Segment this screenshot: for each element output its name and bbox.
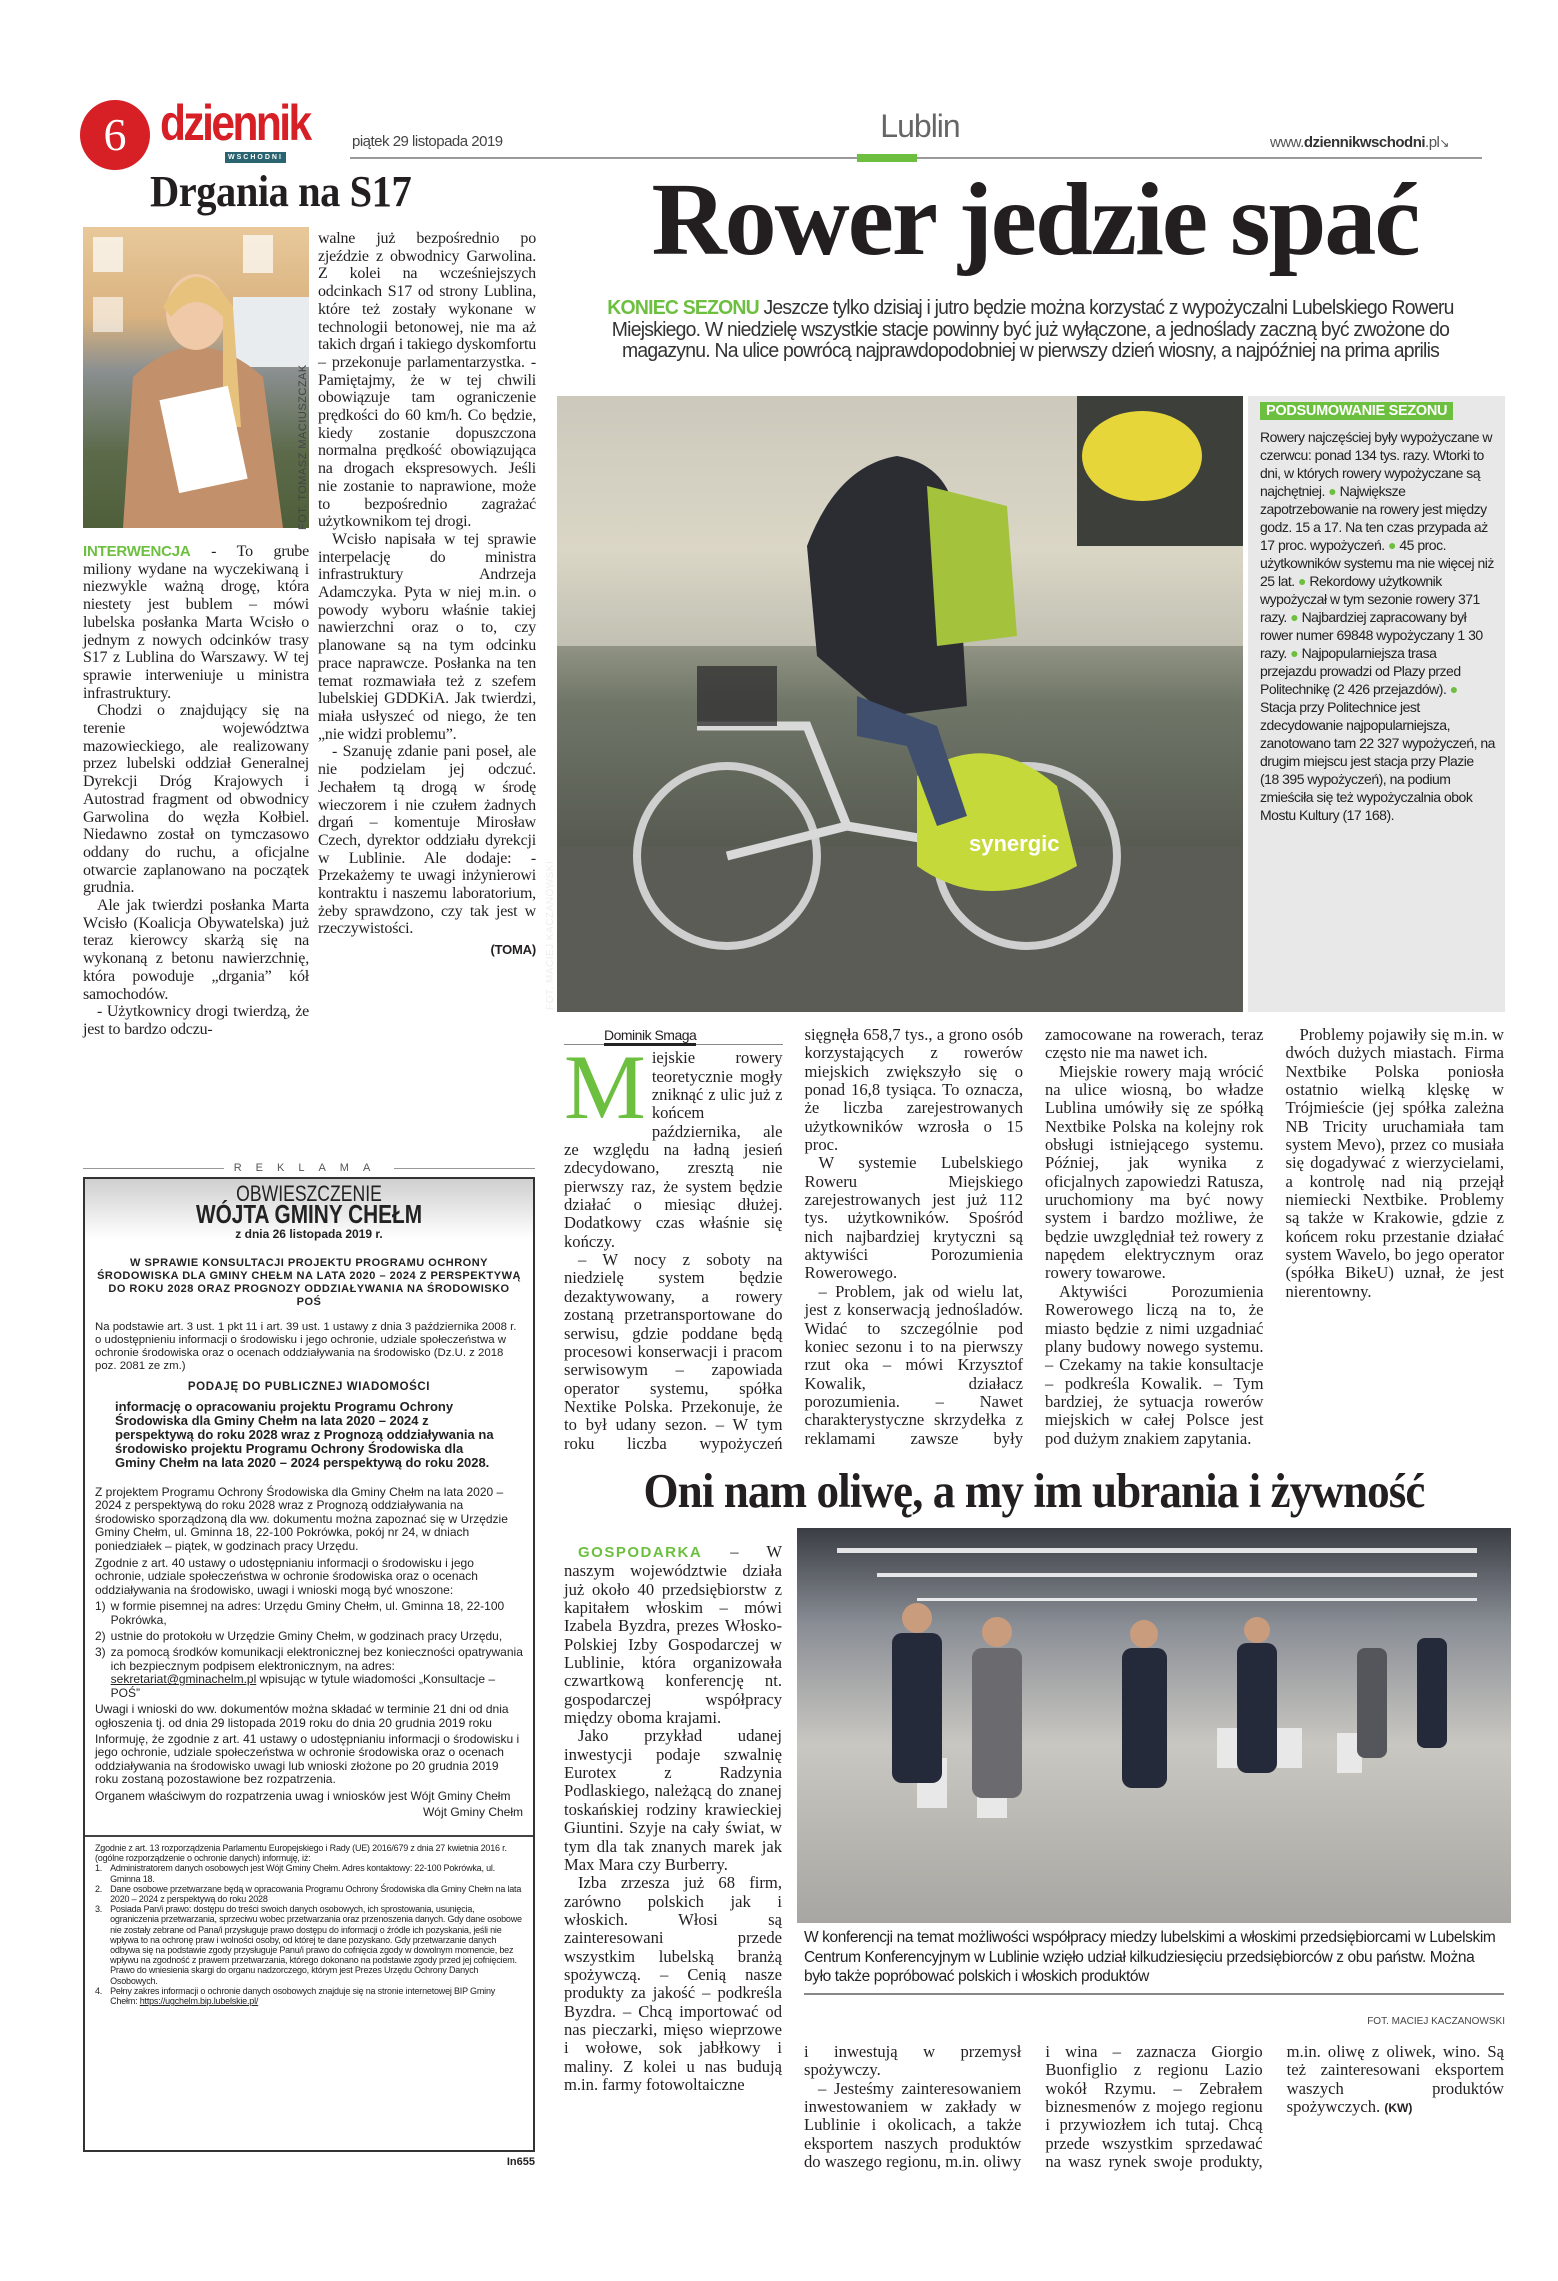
sidebar-item: Rowery najczęściej były wypożyczane w czerwcu: ponad 134 tys. razy. Wtorki to dni, w których rowery wypożyczane są najchętniej.: [1260, 429, 1493, 499]
article-rower-photo-credit: FOT. MACIEJ KACZANOWSKI: [545, 860, 556, 1010]
drop-cap: M: [564, 1036, 646, 1139]
sidebar-item: Stacja przy Politechnice jest zdecydowanie najpopularniejsza, zanotowano tam 22 327 wypożyczeń, na drugim miejscu jest stacja przy Plazie (18 395 wypożyczeń), na podium zmieściła się też wypożyczalnia obok Mostu Kultury (17 168).: [1260, 699, 1495, 823]
ad-divider: [83, 1162, 535, 1174]
article-oliwa-kicker: GOSPODARKA: [578, 1544, 703, 1561]
conference-illustration: [797, 1528, 1511, 1923]
list-text: Dane osobowe przetwarzane będą w opracowania Programu Ochrony Środowiska dla Gminy Chełm na lata 2020 – 2024 z perspektywą do roku 2028: [110, 1883, 522, 1904]
article-paragraph: [564, 1036, 783, 1251]
cyclist-illustration: [557, 396, 1243, 1012]
article-paragraph: i inwestują w przemysł spożywczy.: [804, 2042, 1022, 2080]
article-s17-title: Drgania na S17: [150, 167, 412, 216]
article-oliwa-signature: (KW): [1384, 2101, 1413, 2116]
paragraph-text: – W naszym województwie działa już około 40 przedsiębiorstw z kapitałem włoskim – mówi Izabela Byzdra, prezes Włosko-Polskiej Izby Gospodarczej w Lublinie, która organizowała czwartkową konferencję nt. gospodarczej współpracy między oboma krajami.: [564, 1542, 782, 1728]
rodo-item: [95, 1863, 523, 1883]
article-paragraph: Wcisło napisała w tej sprawie interpelację do ministra infrastruktury Andrzeja Adamczyka. Pyta w niej m.in. o powody wyboru właśnie takiej nawierzchni oraz o to, czy planowane są na tym odcinku prace naprawcze. Posłanka na ten temat rozmawiała też z szefem lubelskiej GDDKiA. Jak twierdzi, miała usłyszeć od niego, że ten „nie widzi problemu”.: [318, 530, 536, 743]
list-num: 2): [95, 1629, 106, 1644]
article-paragraph: – W nocy z soboty na niedzielę system będzie dezaktywowany, a rowery zostaną przetransportowane do serwisu, gdzie poddane będą procesowi konserwacji i pracom serwisowym – zapowiada operator systemu, spółka Nextike Polska. Przekonuje, że to był udany sezon. – W tym roku liczba wypożyczeń sięgnęła 658,7 tys., a grono osób korzystających z rowerów miejskich zwiększyło się o ponad 16,8 tysiąca. To oznacza, że liczba zarejestrowanych użytkowników wzrosła o 15 proc.: [564, 1025, 1023, 1453]
list-text: za pomocą środków komunikacji elektronicznej bez konieczności opatrywania ich bezpiecznym podpisem elektronicznym, na adres:: [110, 1645, 523, 1673]
paragraph-text: – Jesteśmy zainteresowaniem inwestowaniem w zakłady w Lublinie i okolicach, a także eksportem naszych produktów do waszego regionu, m.in. oliwy i wina – zaznacza Giorgio Buonfiglio z regionu Lazio wokół Rzymu. – Zebrałem biznesmenów z mojego regionu i przywiozłem ich tutaj. Chcą przede wszystkim sprzedawać na wasz rynek swoje produkty, m.in. oliwę z oliwek, wino. Są też zainteresowani eksportem waszych produktów spożywczych.: [804, 2042, 1504, 2172]
list-num: 2.: [95, 1883, 103, 1894]
url-domain: dziennikwschodni: [1303, 134, 1426, 151]
list-text: Posiada Pan/i prawo: dostępu do treści swoich danych osobowych, ich sprostowania, usunięcia, ograniczenia przetwarzania, sprzeciwu wobec przetwarzania oraz przenoszenia danych. Gdy dane osobowe nie zostały zebrane od Pana/i przysługuje prawo dostępu do informacji o źródle ich pozyskania, jeśli nie wpływa to na ochronę praw i wolności osoby, od której te dane pozyskano. Gdy przetwarzanie danych odbywa się na podstawie zgody przysługuje Panu/i prawo do cofnięcia zgody w dowolnym momencie, bez wpływu na zgodność z prawem przetwarzania, którego dokonano na podstawie zgody przed jej cofnięciem. Prawo do wniesienia skargi do organu nadzorczego, którym jest Prezes Urzędu Ochrony Danych Osobowych.: [110, 1904, 522, 1986]
rodo-item: [95, 1904, 523, 1986]
site-url[interactable]: [1270, 134, 1449, 151]
article-s17-photo-credit: FOT. TOMASZ MACIUSZCZAK: [297, 364, 309, 530]
newspaper-logo-sub: WSCHODNI: [225, 152, 286, 163]
article-s17-kicker: INTERWENCJA: [83, 543, 191, 560]
list-num: 1.: [95, 1863, 103, 1874]
portrait-illustration: [83, 227, 309, 528]
article-paragraph: Problemy pojawiły się m.in. w dwóch dużych miastach. Firma Nextbike Polska poniosła ostatnio wielką klęskę w Trójmieście (jej spółka zależna NB Tricity uruchamiała tam system Mevo), przez co musiała się dogadywać z wierzycielami, a kontrolę nad nią przejął niemiecki Nextbike. Problemy są także w Krakowie, gdzie z końcem roku przestanie działać system Wavelo, bo jego operator (spółka BikeU) uznał, że jest nierentowny.: [1285, 1025, 1504, 1301]
article-paragraph: [83, 543, 309, 702]
ad-list-item: [95, 1630, 523, 1643]
article-oliwa-title: Oni nam oliwę, a my im ubrania i żywność: [643, 1463, 1425, 1518]
article-paragraph: Jako przykład udanej inwestycji podaje szwalnię Eurotex z Radzynia Podlaskiego, należącą do znanej toskańskiej rodziny krawieckiej Giuntini. Szyje na cały świat, w tym dla tak znanych marek jak Max Mara czy Burberry.: [564, 1726, 782, 1874]
bullet-icon: ●: [1388, 537, 1396, 553]
article-paragraph: [564, 1543, 782, 1727]
ad-list-item: [95, 1646, 523, 1700]
rodo-item: [95, 1884, 523, 1904]
ad-subject: W SPRAWIE KONSULTACJI PROJEKTU PROGRAMU OCHRONY ŚRODOWISKA DLA GMINY CHEŁM NA LATA 2020 – 2024 Z PERSPEKTYWĄ DO ROKU 2028 ORAZ PROGNOZY ODDZIAŁYWANIA NA ŚRODOWISKO POŚ: [97, 1257, 521, 1308]
article-rower-photo: [557, 396, 1243, 1012]
url-suffix: .pl: [1425, 134, 1440, 151]
ad-paragraph: Organem właściwym do rozpatrzenia uwag i wniosków jest Wójt Gminy Chełm: [95, 1788, 511, 1803]
ad-list-item: [95, 1600, 523, 1627]
article-rower-lead: [592, 298, 1470, 363]
article-oliwa-photo-credit: FOT. MACIEJ KACZANOWSKI: [1367, 2016, 1505, 2027]
issue-date: piątek 29 listopada 2019: [352, 133, 503, 150]
sidebar-text: [1260, 428, 1495, 824]
article-rower-body: [564, 1026, 1504, 1454]
paragraph-text: - To grube miliony wydane na wyczekiwaną i niezwykle ważną drogę, która niestety jest bublem – mówi lubelska posłanka Marta Wcisło o jednym z nowych odcinków trasy S17 z Lublina do Warszawy. W tej sprawie interweniuje u ministra infrastruktury.: [83, 543, 309, 702]
sidebar-item: Najbardziej zapracowany był rower numer 69848 wypożyczany 1 30 razy.: [1260, 609, 1483, 661]
ad-basis: Na podstawie art. 3 ust. 1 pkt 11 i art. 39 ust. 1 ustawy z dnia 3 października 2008 r. o udostępnieniu informacji o środowisku i jego ochronie, udziale społeczeństwa w ochronie środowiska oraz o ocenach oddziaływania na środowisko (Dz.U. z 2018 poz. 2081 ze zm.): [95, 1321, 517, 1372]
bullet-icon: ●: [1328, 483, 1337, 499]
article-paragraph: Ale jak twierdzi posłanka Marta Wcisło (Koalicja Obywatelska) już teraz kierowcy skarżą się na wykonaną z betonu nawierzchnię, która powoduje „drgania” kół samochodów.: [83, 897, 309, 1003]
article-paragraph: Miejskie rowery mają wrócić na ulice wiosną, bo władze Lublina umówiły się ze spółką Nextbike Polska na kolejny rok obsługi istniejącego systemu. Później, jak wynika z oficjalnych zapowiedzi Ratusza, uruchomiony ma być nowy system i bardzo możliwe, że będzie uwzględniał też rowery z napędem elektrycznym oraz rowery towarowe.: [1045, 1061, 1264, 1283]
newspaper-logo: dziennik: [160, 95, 310, 151]
page-number: 6: [80, 100, 150, 170]
article-rower-title: Rower jedzie spać: [651, 162, 1419, 277]
ad-paragraph: Informuję, że zgodnie z art. 41 ustawy o udostępnianiu informacji o środowisku i jego ochronie, udziale społeczeństwa w ochronie środowiska oraz o ocenach oddziaływania na środowisko uwagi lub wnioski złożone po 20 grudnia 2019 roku zostaną pozostawione bez rozpatrzenia.: [95, 1731, 520, 1787]
bip-link[interactable]: https://ugchelm.bip.lubelskie.pl/: [139, 1995, 259, 2006]
article-s17-signature: (TOMA): [490, 942, 536, 958]
article-paragraph: walne już bezpośrednio po zjeździe z obwodnicy Garwolina. Z kolei na wcześniejszych odcinkach S17 od strony Lublina, które też zostały wykonane w technologii betonowej, nie ma aż takich drgań i takiego dyskomfortu – przekonuje parlamentarzystka. - Pamiętajmy, że w tej chwili obowiązuje tam ograniczenie prędkości do 60 km/h. Co będzie, kiedy zostanie dopuszczona normalna prędkość obowiązująca na drogach ekspresowych. Jeśli nie zostanie to naprawione, może to bezpośrednio zagrażać użytkownikom tej drogi.: [318, 230, 536, 531]
list-num: 1): [95, 1599, 106, 1614]
ad-box: [83, 1177, 535, 2152]
sidebar-item: Największe zapotrzebowanie na rowery jest między godz. 15 a 17. Na ten czas przypada aż 17 proc. wypożyczeń.: [1260, 483, 1488, 553]
ad-paragraph: Zgodnie z art. 40 ustawy o udostępnianiu informacji o środowisku i jego ochronie, udziale społeczeństwa w ochronie środowiska oraz o ocenach oddziaływania na środowisko, uwagi i wnioski mogą być wnoszone:: [95, 1556, 478, 1597]
ad-paragraph: Uwagi i wnioski do ww. dokumentów można składać w terminie 21 dni od dnia ogłoszenia tj. od dnia 29 listopada 2019 roku do dnia 20 grudnia 2019 roku: [95, 1702, 509, 1730]
article-oliwa-column-1: [564, 1543, 782, 2094]
ad-date: z dnia 26 listopada 2019 r.: [235, 1227, 383, 1241]
cursor-icon: ↘: [1439, 136, 1449, 150]
article-paragraph: – Problem, jak od wielu lat, jest z konserwacją jednośladów. Widać to szczególnie pod koniec sezonu i to na pierwszy rzut oka – mówi Krzysztof Kowalik, działacz porozumienia. – Nawet charakterystyczne skrzydełka z reklamami zawsze były zamocowane na rowerach, teraz często nie ma nawet ich.: [804, 1025, 1264, 1448]
article-paragraph: Izba zrzesza już 68 firm, zarówno polskich jak i włoskich. Włosi są zainteresowani przede wszystkim lubelską branżą spożywczą. – Cenią nasze produkty za jakość – podkreśla Byzdra. – Chcą importować od nas pieczarki, mięso wieprzowe i wołowe, sok jabłkowy i maliny. Z kolei u nas budują m.in. farmy fotowoltaiczne: [564, 1873, 782, 2094]
article-oliwa-photo: [797, 1528, 1511, 1923]
paragraph-text: iejskie rowery teoretycznie mogły zniknąć z ulic już z końcem października, ale ze względu na ładną jesień zdecydowano, zresztą nie pierwszy raz, że system będzie działać o miesiąc dłużej. Dodatkowy czas właśnie się kończy.: [564, 1048, 783, 1251]
rodo-intro: Zgodnie z art. 13 rozporządzenia Parlamentu Europejskiego i Rady (UE) 2016/679 z dnia 27 kwietnia 2016 r. (ogólne rozporządzenie o ochronie danych) informuję, iż:: [95, 1842, 507, 1864]
list-num: 4.: [95, 1985, 103, 1996]
ad-announce: PODAJĘ DO PUBLICZNEJ WIADOMOŚCI: [187, 1381, 431, 1393]
ad-title-1: OBWIESZCZENIE: [236, 1181, 382, 1206]
sidebar-box: [1248, 396, 1505, 1012]
bullet-icon: ●: [1298, 573, 1306, 589]
ad-title-2: WÓJTA GMINY CHEŁM: [195, 1199, 423, 1229]
list-num: 3.: [95, 1904, 103, 1915]
bike-sign-text: synergic: [969, 831, 1060, 856]
sidebar-item: Najpopularniejsza trasa przejazdu prowadzi od Plazy przed Politechnikę (2 426 przejazdów).: [1260, 645, 1461, 697]
bullet-icon: ●: [1290, 609, 1299, 625]
article-oliwa-bottom-columns: [804, 2043, 1504, 2173]
bullet-icon: ●: [1449, 681, 1458, 697]
ad-code: In655: [506, 2156, 535, 2168]
url-prefix: www.: [1270, 134, 1304, 151]
ad-label: REKLAMA: [233, 1162, 385, 1174]
rodo-item: [95, 1986, 523, 2006]
article-paragraph: Chodzi o znajdujący się na terenie województwa mazowieckiego, ale realizowany przez lubelski oddział Generalnej Dyrekcji Dróg Krajowych i Autostrad fragment od obwodnicy Garwolina do węzła Kołbiel. Niedawno został on tymczasowo oddany do ruchu, a oficjalne otwarcie zaplanowano na początek grudnia.: [83, 702, 309, 897]
sidebar-item: Rekordowy użytkownik wypożyczał w tym sezonie rowery 371 razy.: [1260, 573, 1480, 625]
article-paragraph: - Szanuję zdanie pani poseł, ale nie podzielam jej odczuć. Jechałem tą drogą w środę wieczorem i nie czułem żadnych drgań – komentuje Mirosław Czech, dyrektor oddziału dyrekcji w Lublinie. Ale dodaje: - Przekażemy te uwagi inżynierowi kontraktu i naszemu laboratorium, żeby sprawdzono, czy tak jest w rzeczywistości.: [318, 743, 536, 938]
list-text: wpisując w tytule wiadomości „Konsultacje – POŚ”: [110, 1672, 496, 1700]
article-paragraph: W systemie Lubelskiego Roweru Miejskiego zarejestrowanych jest już 112 tys. użytkowników. Spośród nich najbardziej krytyczni są aktywiści Porozumienia Rowerowego.: [804, 1153, 1023, 1283]
email-link[interactable]: sekretariat@gminachelm.pl: [110, 1672, 257, 1687]
article-paragraph: - Użytkownicy drogi twierdzą, że jest to bardzo odczu-: [83, 1003, 309, 1038]
list-text: ustnie do protokołu w Urzędzie Gminy Chełm, w godzinach pracy Urzędu,: [110, 1629, 503, 1644]
ad-info: informację o opracowaniu projektu Programu Ochrony Środowiska dla Gminy Chełm na lata 2020 – 2024 z perspektywą do roku 2028 wraz z Prognozą oddziaływania na środowisko projektu Programu Ochrony Środowiska dla Gminy Chełm na lata 2020 – 2024 perspektywą do roku 2028.: [115, 1399, 494, 1470]
list-num: 3): [95, 1645, 106, 1660]
ad-list: [95, 1600, 523, 1700]
section-title: Lublin: [880, 108, 960, 144]
list-text: w formie pisemnej na adres: Urzędu Gminy Chełm, ul. Gminna 18, 22-100 Pokrówka,: [110, 1599, 505, 1627]
list-text: Administratorem danych osobowych jest Wójt Gminy Chełm. Adres kontaktowy: 22-100 Pokrówka, ul. Gminna 18.: [110, 1863, 495, 1884]
bullet-icon: ●: [1290, 645, 1299, 661]
article-s17-column-1: [83, 543, 309, 1039]
article-oliwa-caption: W konferencji na temat możliwości współpracy miedzy lubelskimi a włoskimi przedsiębiorcami w Lubelskim Centrum Konferencyjnym w Lublinie wzięło udział kilkudziesięciu przedsiębiorców z obu państw. Można było także popróbować polskich i włoskich produktów: [804, 1928, 1504, 1995]
sidebar-title: PODSUMOWANIE SEZONU: [1260, 402, 1453, 420]
sidebar-item: 45 proc. użytkowników systemu ma nie więcej niż 25 lat.: [1260, 537, 1494, 589]
byline: Dominik Smaga: [604, 1027, 696, 1046]
lead-text: Jeszcze tylko dzisiaj i jutro będzie można korzystać z wypożyczalni Lubelskiego Roweru Miejskiego. W niedzielę wszystkie stacje powinny być już wyłączone, a jednoślady zaczną być zwożone do magazynu. Na ulice powrócą najprawdopodobniej w pierwszy dzień wiosny, a najpóźniej na prima aprilis: [611, 297, 1454, 362]
article-rower-kicker: KONIEC SEZONU: [607, 297, 759, 319]
article-s17-column-2: [318, 230, 536, 957]
ad-paragraph: Z projektem Programu Ochrony Środowiska dla Gminy Chełm na lata 2020 – 2024 z perspektywą do roku 2028 wraz z Prognozą oddziaływania na środowisko sporządzoną dla ww. dokumentu można zapoznać się w Urzędzie Gminy Chełm, ul. Gminna 18, 22-100 Pokrówka, pokój nr 24, w dniach poniedziałek – piątek, w godzinach pracy Urzędu.: [95, 1485, 508, 1553]
article-s17-photo: [83, 227, 309, 528]
ad-signature: Wójt Gminy Chełm: [422, 1804, 523, 1819]
list-text: Pełny zakres informacji o ochronie danych osobowych znajduje się na stronie internetowej BIP Gminy Chełm:: [110, 1985, 496, 2006]
article-paragraph: Aktywiści Porozumienia Rowerowego liczą na to, że miasto będzie z nimi uzgadniać plany budowy nowego systemu. – Czekamy na takie konsultacje – podkreśla Kowalik. – Tym bardziej, że sytuacja rowerów miejskich w całej Polsce jest pod dużym znakiem zapytania.: [1045, 1281, 1264, 1448]
